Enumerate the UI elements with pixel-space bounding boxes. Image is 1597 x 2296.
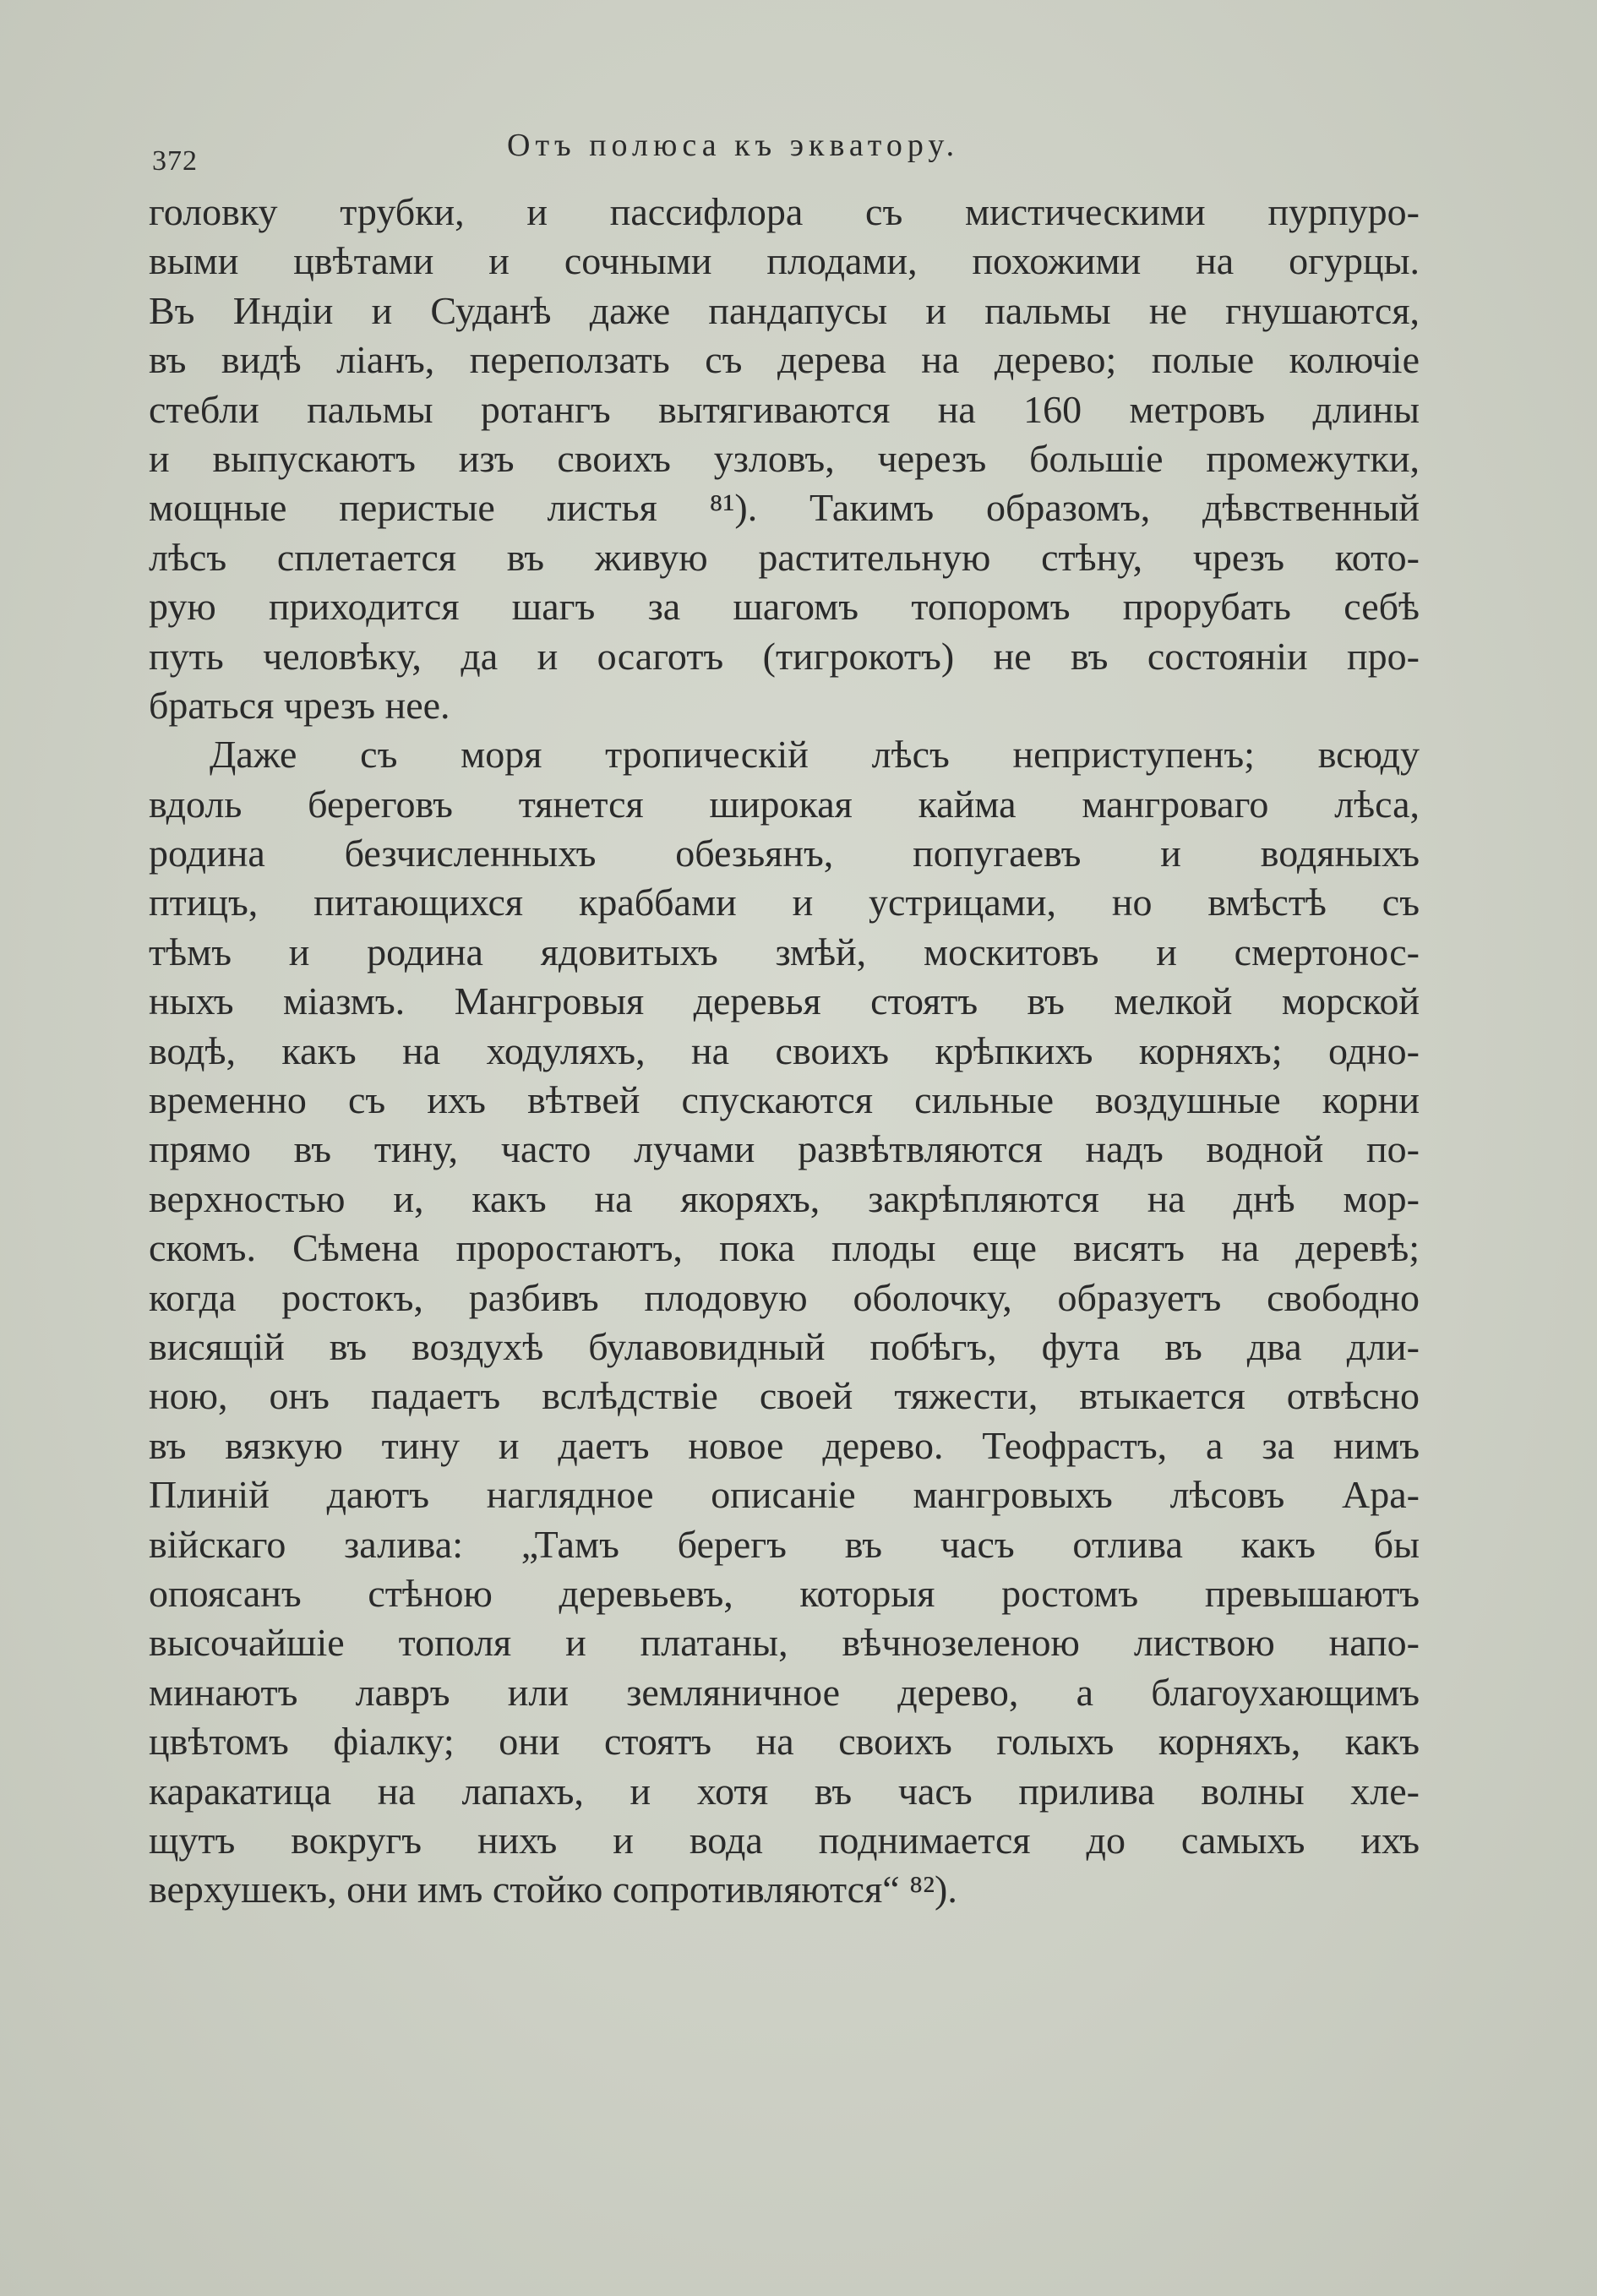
text-line: мощные перистые листья ⁸¹). Такимъ образомъ, дѣвственный [149,486,1420,530]
text-line: птицъ, питающихся краббами и устрицами, но вмѣстѣ съ [149,881,1420,924]
text-line: рую приходится шагъ за шагомъ топоромъ прорубать себѣ [149,585,1420,629]
page-number: 372 [152,145,198,177]
text-line: скомъ. Сѣмена проростаютъ, пока плоды еще висятъ на деревѣ; [149,1226,1420,1270]
text-line: минаютъ лавръ или земляничное дерево, а благоухающимъ [149,1670,1420,1714]
text-line: прямо въ тину, часто лучами развѣтвляются надъ водной по- [149,1127,1420,1171]
text-line: водѣ, какъ на ходуляхъ, на своихъ крѣпкихъ корняхъ; одно- [149,1028,1420,1072]
text-line: тѣмъ и родина ядовитыхъ змѣй, москитовъ и смертонос- [149,930,1420,973]
paragraph-2 [149,730,1420,1914]
text-line: высочайшіе тополя и платаны, вѣчнозеленою листвою напо- [149,1621,1420,1665]
text-line: війскаго залива: „Тамъ берегъ въ часъ отлива какъ бы [149,1522,1420,1566]
text-line: каракатица на лапахъ, и хотя въ часъ прилива волны хле- [149,1769,1420,1813]
text-line: висящій въ воздухѣ булавовидный побѣгъ, фута въ два дли- [149,1324,1420,1368]
running-title: Отъ полюса къ экватору. [507,128,960,163]
text-line: ныхъ міазмъ. Мангровыя деревья стоятъ въ мелкой морской [149,979,1420,1023]
text-line: верхностью и, какъ на якоряхъ, закрѣпляются на днѣ мор- [149,1176,1420,1220]
text-line: когда ростокъ, разбивъ плодовую оболочку, образуетъ свободно [149,1275,1420,1319]
text-line: ною, онъ падаетъ вслѣдствіе своей тяжести, втыкается отвѣсно [149,1374,1420,1418]
body-text [149,188,1420,1915]
text-line: цвѣтомъ фіалку; они стоятъ на своихъ голыхъ корняхъ, какъ [149,1720,1420,1764]
text-line: щутъ вокругъ нихъ и вода поднимается до самыхъ ихъ [149,1818,1420,1862]
text-line: въ видѣ ліанъ, переползать съ дерева на дерево; полые колючіе [149,338,1420,382]
text-line: въ вязкую тину и даетъ новое дерево. Теофрастъ, а за нимъ [149,1423,1420,1467]
text-line: родина безчисленныхъ обезьянъ, попугаевъ и водяныхъ [149,832,1420,875]
text-line: лѣсъ сплетается въ живую растительную стѣну, чрезъ кото- [149,535,1420,579]
text-line: верхушекъ, они имъ стойко сопротивляются“ ⁸²). [149,1868,957,1912]
text-line: временно съ ихъ вѣтвей спускаются сильные воздушные корни [149,1078,1420,1122]
text-line: опоясанъ стѣною деревьевъ, которыя ростомъ превышаютъ [149,1571,1420,1615]
text-line: браться чрезъ нее. [149,683,450,727]
text-line: Даже съ моря тропическій лѣсъ неприступенъ; всюду [210,733,1420,777]
text-line: и выпускаютъ изъ своихъ узловъ, черезъ большіе промежутки, [149,436,1420,480]
text-line: Плиній даютъ наглядное описаніе мангровыхъ лѣсовъ Ара- [149,1473,1420,1517]
paragraph-1 [149,188,1420,730]
text-line: путь человѣку, да и осаготъ (тигрокотъ) не въ состояніи про- [149,634,1420,678]
text-line: выми цвѣтами и сочными плодами, похожими на огурцы. [149,239,1420,283]
page-header [152,127,1420,177]
text-line: головку трубки, и пассифлора съ мистическими пурпуро- [149,190,1420,233]
text-line: вдоль береговъ тянется широкая кайма мангроваго лѣса, [149,782,1420,826]
text-line: стебли пальмы ротангъ вытягиваются на 160 метровъ длины [149,387,1420,431]
text-line: Въ Индіи и Суданѣ даже пандапусы и пальмы не гнушаются, [149,288,1420,332]
